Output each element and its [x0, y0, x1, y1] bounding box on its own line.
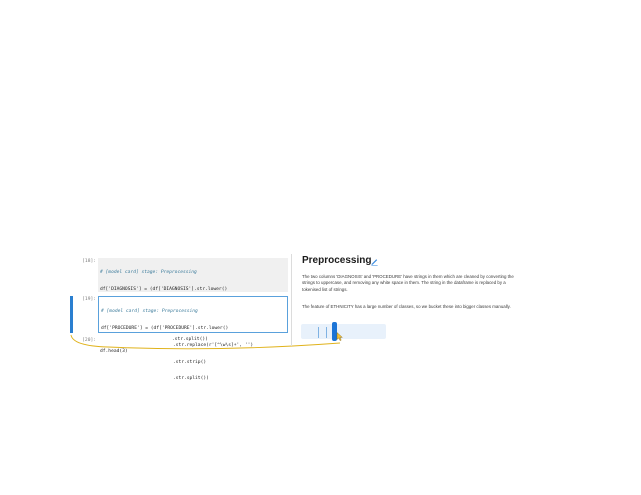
pencil-icon[interactable] [370, 257, 379, 266]
code-line: df.head(3) [100, 349, 128, 355]
code-line: df['DIAGNOSIS'] = (df['DIAGNOSIS'].str.lower() [100, 286, 228, 292]
code-line: # [model card] stage: Preprocessing [100, 270, 197, 276]
active-cell-indicator [70, 296, 73, 333]
cell-prompt: [19]: [82, 297, 96, 302]
markdown-paragraph: The feature of ETHNICITY has a large number of classes, so we bucket these into bigger classes manually. [302, 304, 511, 309]
code-line: .str.strip() [101, 359, 207, 365]
handle-guide-line [326, 327, 327, 338]
pane-divider[interactable] [291, 254, 292, 346]
markdown-paragraph: The two columns 'DIAGNOSIS' and 'PROCEDURE' have strings in them which are cleaned by converting the strings to uppercase, and removing any white space in them. The string in the dataframe is replaced by a tokenised list of strings. [302, 274, 514, 292]
markdown-heading: Preprocessing [302, 255, 372, 266]
code-line: df['PROCEDURE'] = (df['PROCEDURE'].str.lower() [101, 325, 229, 331]
cell-prompt: [18]: [82, 259, 96, 264]
cell-prompt: [20]: [82, 338, 96, 343]
mouse-cursor-icon [336, 332, 344, 341]
code-line: # [model card] stage: Preprocessing [101, 309, 198, 315]
code-line: .str.split()) [100, 337, 208, 343]
code-line: .str.replace(r'[^\w\s]+', '') [101, 342, 254, 348]
code-line: .str.split()) [101, 376, 209, 382]
handle-guide-line [318, 327, 319, 338]
